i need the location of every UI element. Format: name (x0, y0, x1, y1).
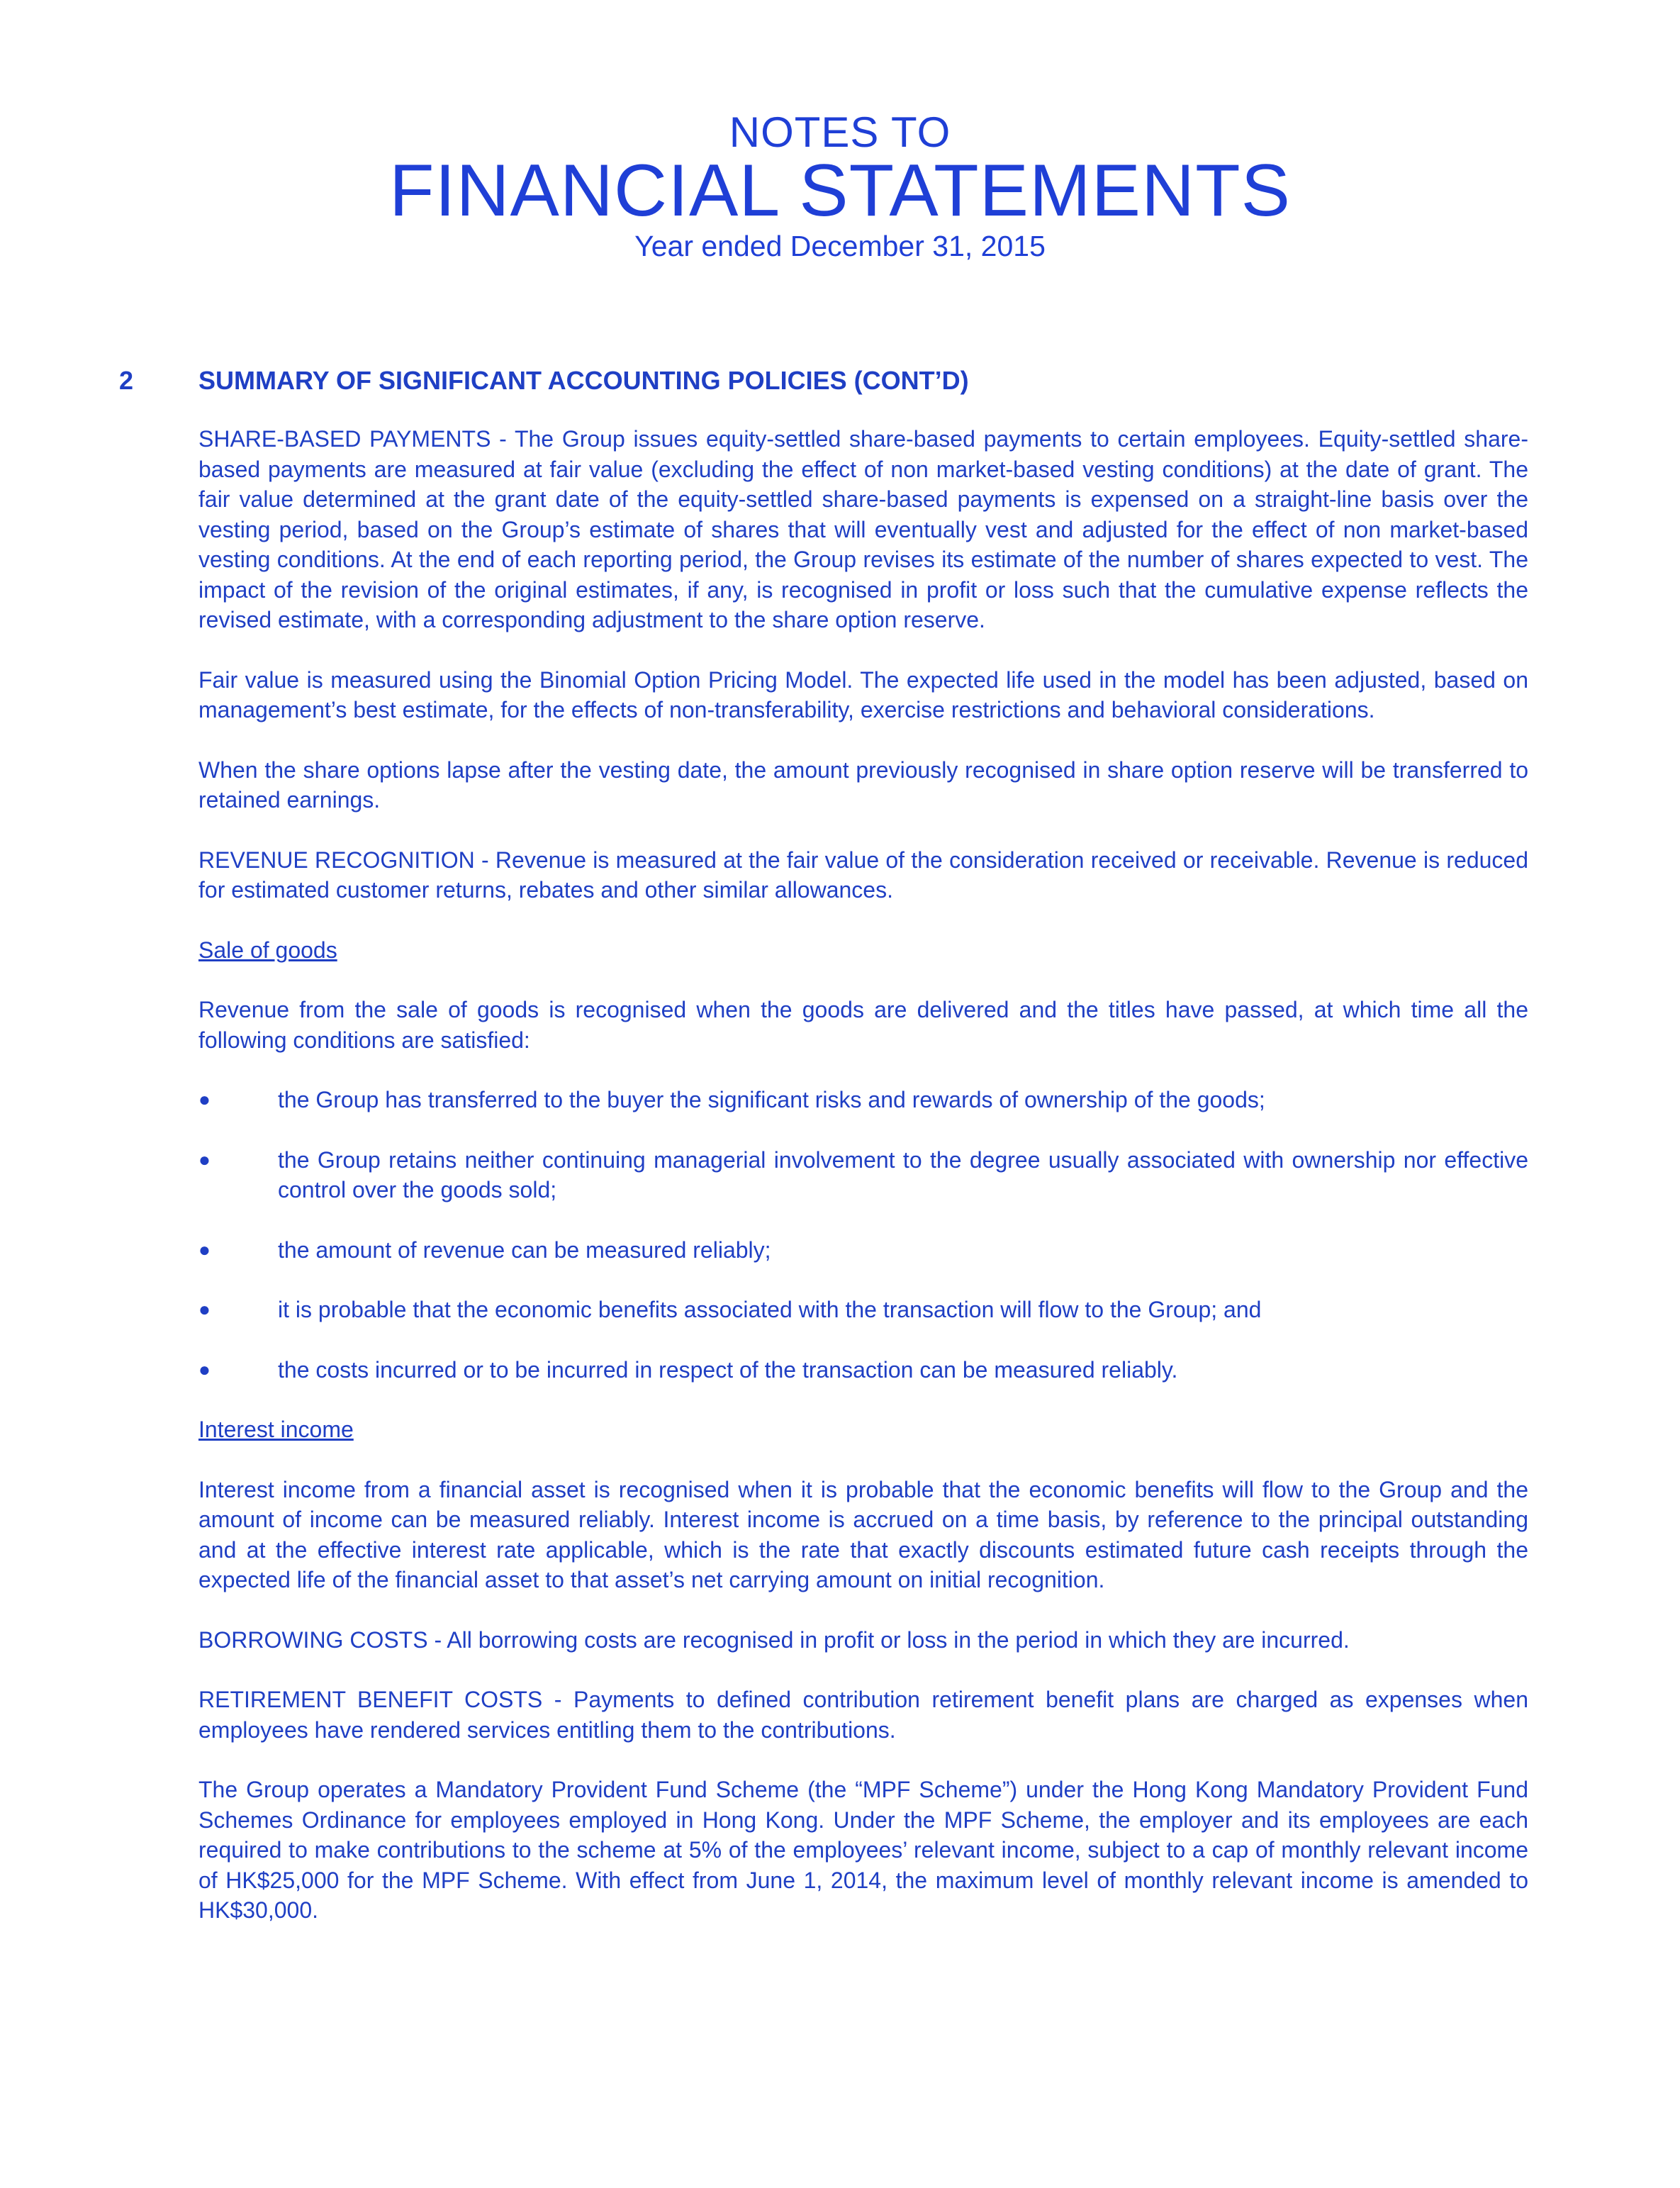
bullet-icon: ● (198, 1298, 211, 1320)
header-financial-statements: FINANCIAL STATEMENTS (389, 150, 1291, 232)
bullet-icon: ● (198, 1358, 211, 1380)
paragraph-borrowing-costs: BORROWING COSTS - All borrowing costs are recognised in profit or loss in the period in which they are incurred. (198, 1626, 1350, 1653)
paragraph-sale-of-goods: Revenue from the sale of goods is recognised when the goods are delivered and the titles have passed, at which time all the following conditions are satisfied: (198, 997, 1528, 1053)
paragraph-revenue-recognition: REVENUE RECOGNITION - Revenue is measured at the fair value of the consideration received or receivable. Revenue is reduced for estimated customer returns, rebates and other similar allowances. (198, 847, 1528, 903)
list-item-text: the Group has transferred to the buyer the significant risks and rewards of ownership of the goods; (278, 1087, 1265, 1112)
bullet-icon: ● (198, 1238, 211, 1261)
paragraph-interest-income: Interest income from a financial asset is recognised when it is probable that the economic benefits will flow to the Group and the amount of income can be measured reliably. Interest income is accrued on a time basis, by reference to the principal outstanding and at the effective interest rate applicable, which is the rate that exactly discounts estimated future cash receipts through the expected life of the financial asset to that asset’s net carrying amount on initial recognition. (198, 1476, 1528, 1592)
bullet-icon: ● (198, 1088, 211, 1110)
document-body (198, 424, 1528, 1955)
subheading-sale-of-goods: Sale of goods (198, 937, 337, 963)
paragraph-fair-value: Fair value is measured using the Binomial Option Pricing Model. The expected life used in the model has been adjusted, based on management’s best estimate, for the effects of non-transferability, exercise restrictions and behavioral considerations. (198, 666, 1528, 722)
paragraph-options-lapse: When the share options lapse after the vesting date, the amount previously recognised in share option reserve will be transferred to retained earnings. (198, 757, 1528, 813)
bullet-icon: ● (198, 1148, 211, 1171)
subheading-interest-income: Interest income (198, 1417, 354, 1442)
list-item-text: the amount of revenue can be measured reliably; (278, 1237, 771, 1263)
list-item (198, 1085, 1528, 1115)
list-item (198, 1355, 1528, 1385)
section-number: 2 (119, 366, 134, 395)
list-item (198, 1235, 1528, 1266)
list-item-text: the costs incurred or to be incurred in respect of the transaction can be measured reliably. (278, 1356, 1178, 1383)
list-item-text: the Group retains neither continuing managerial involvement to the degree usually associated with ownership nor effective control over the goods sold; (278, 1146, 1528, 1202)
list-item (198, 1145, 1528, 1205)
section-title: SUMMARY OF SIGNIFICANT ACCOUNTING POLICIES (CONT’D) (198, 366, 969, 395)
header-notes-to: NOTES TO (729, 108, 951, 156)
header-year-ended: Year ended December 31, 2015 (634, 230, 1046, 262)
paragraph-retirement-benefit-costs: RETIREMENT BENEFIT COSTS - Payments to defined contribution retirement benefit plans are charged as expenses when employees have rendered services entitling them to the contributions. (198, 1687, 1528, 1743)
paragraph-share-based-payments: SHARE-BASED PAYMENTS - The Group issues equity-settled share-based payments to certain employees. Equity-settled share-based payments are measured at fair value (excluding the effect of non market-based vesting conditions) at the date of grant. The fair value determined at the grant date of the equity-settled share-based payments is expensed on a straight-line basis over the vesting period, based on the Group’s estimate of shares that will eventually vest and adjusted for the effect of non market-based vesting conditions. At the end of each reporting period, the Group revises its estimate of the number of shares expected to vest. The impact of the revision of the original estimates, if any, is recognised in profit or loss such that the cumulative expense reflects the revised estimate, with a corresponding adjustment to the share option reserve. (198, 426, 1528, 632)
list-item-text: it is probable that the economic benefits associated with the transaction will flow to the Group; and (278, 1297, 1262, 1322)
paragraph-mpf-scheme: The Group operates a Mandatory Provident Fund Scheme (the “MPF Scheme”) under the Hong Kong Mandatory Provident Fund Schemes Ordinance for employees employed in Hong Kong. Under the MPF Scheme, the employer and its employees are each required to make contributions to the scheme at 5% of the employees’ relevant income, subject to a cap of monthly relevant income of HK$25,000 for the MPF Scheme. With effect from June 1, 2014, the maximum level of monthly relevant income is amended to HK$30,000. (198, 1777, 1528, 1923)
list-item (198, 1295, 1528, 1325)
